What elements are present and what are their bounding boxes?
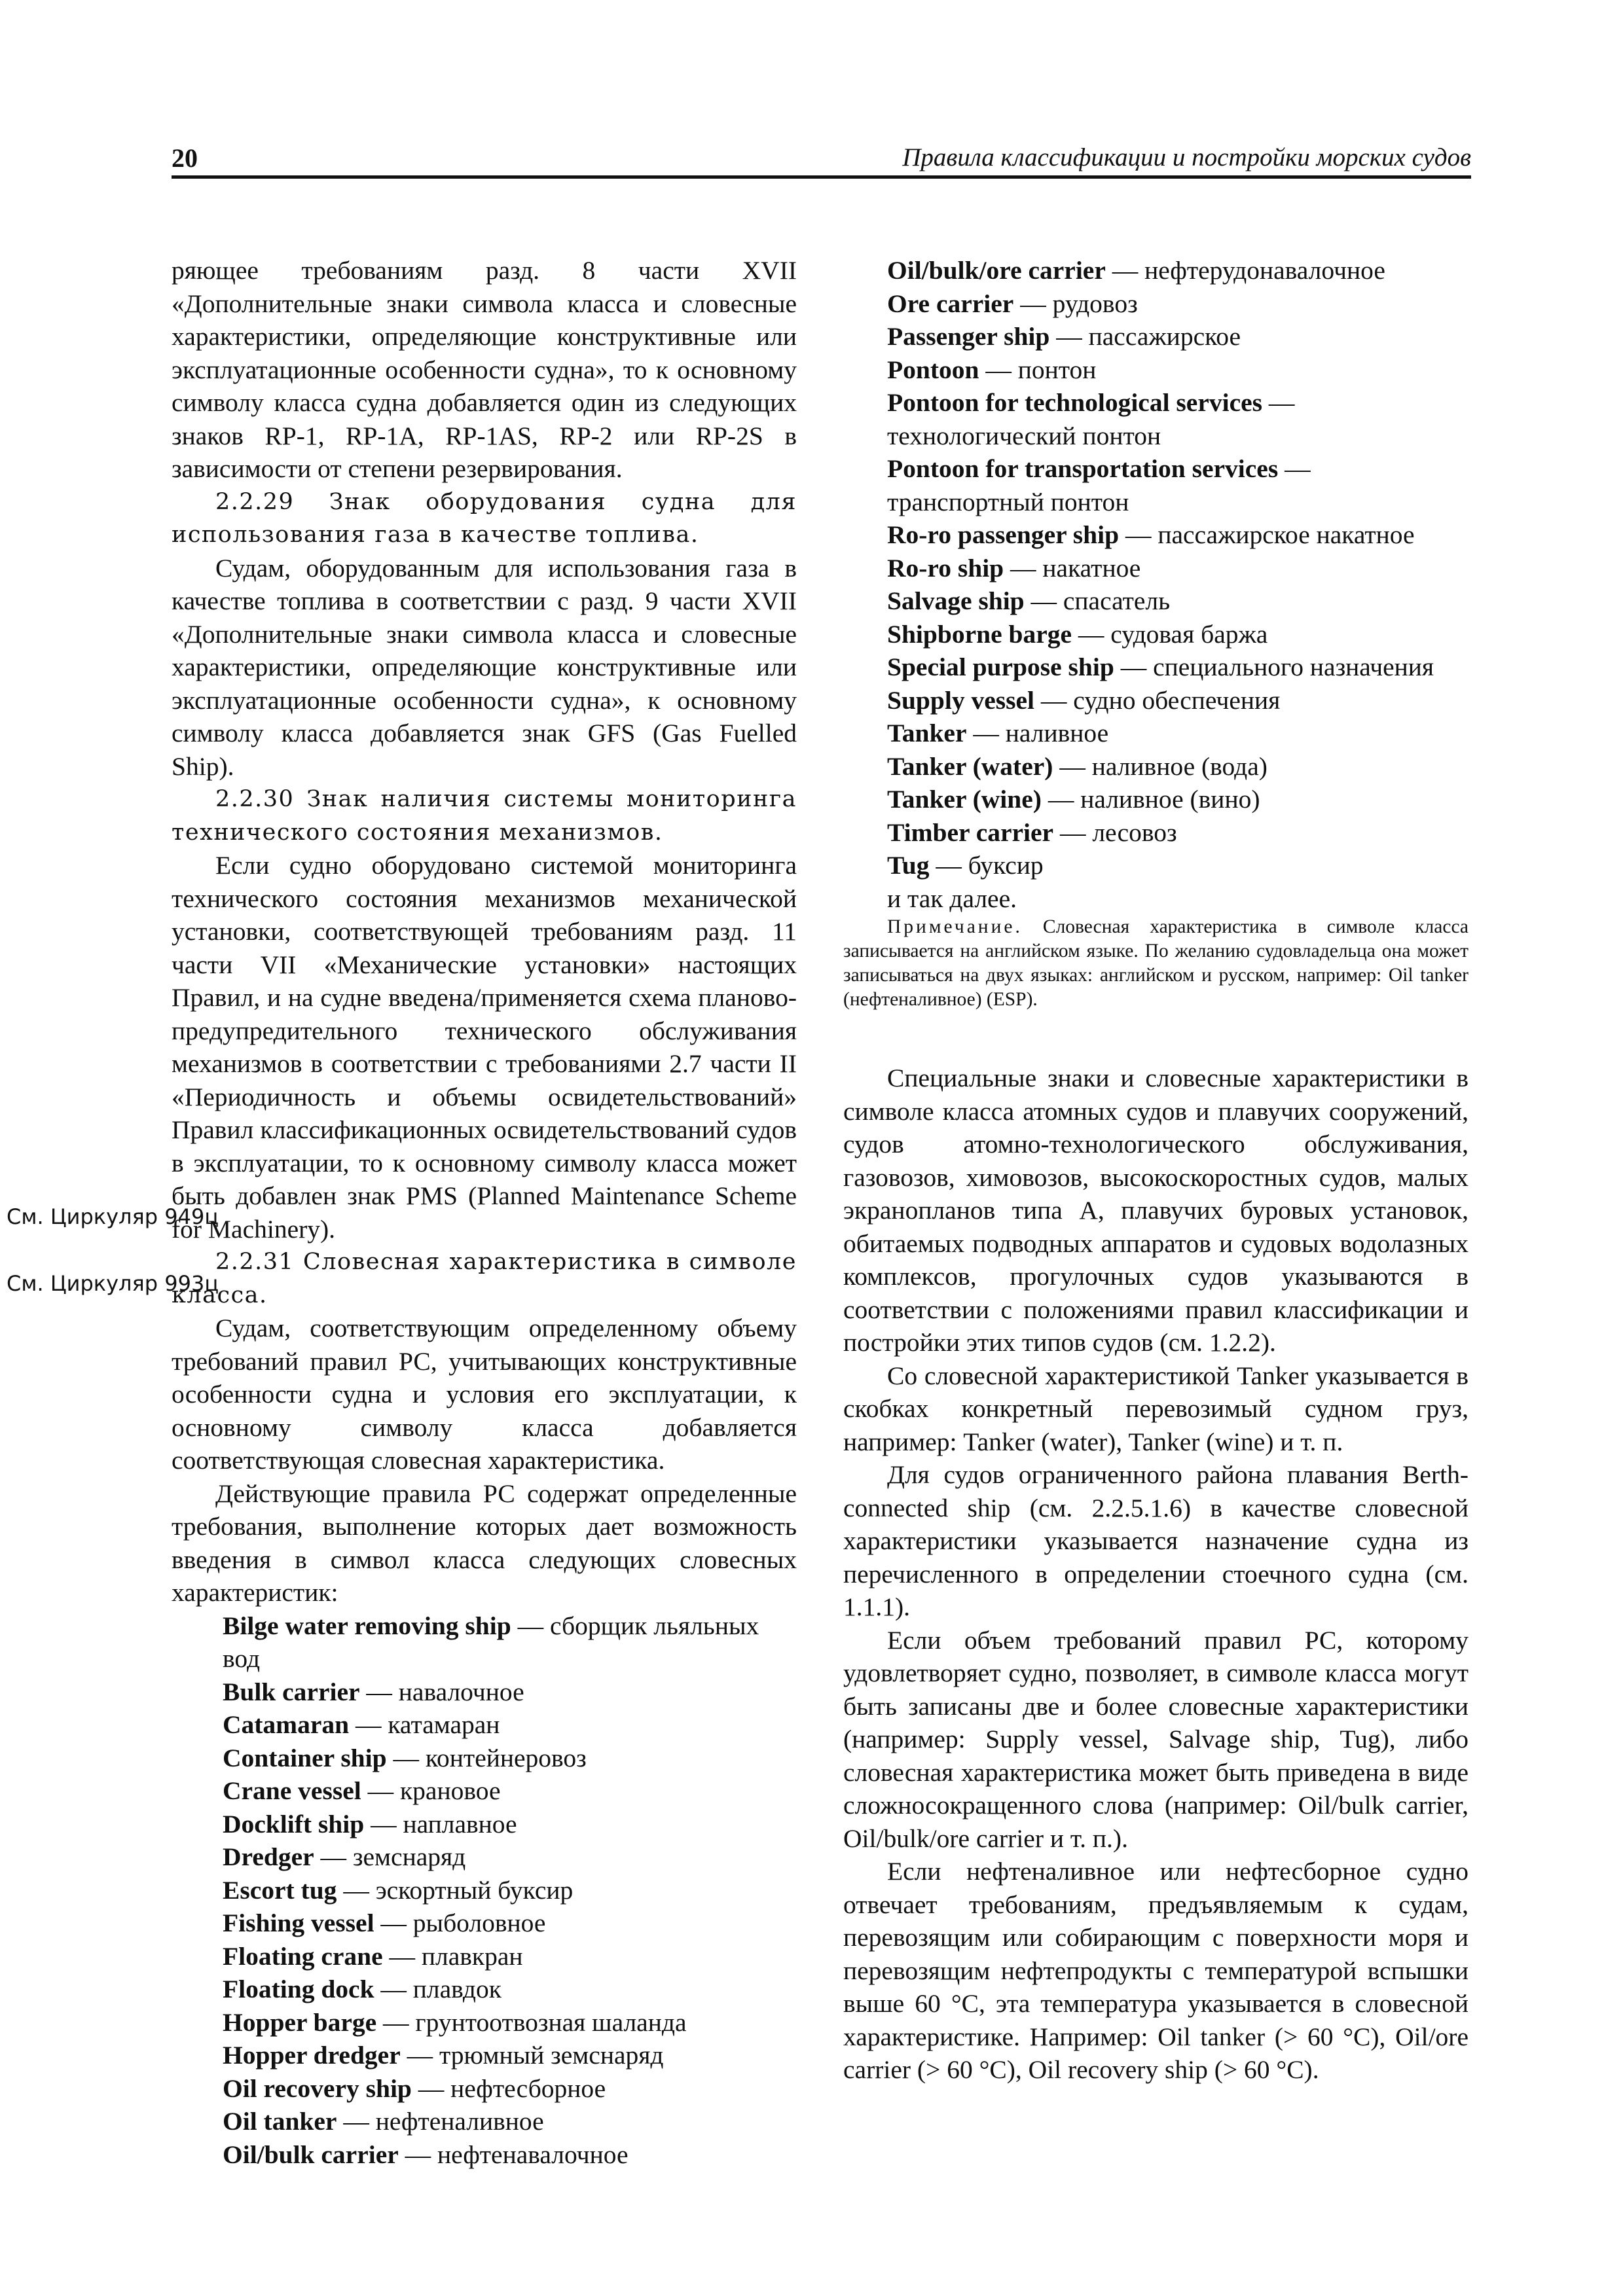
term-description: — нефтенавалочное [405,2140,629,2169]
list-item [843,386,1468,452]
left-column [172,254,797,2171]
list-item [887,320,1468,353]
term-name: Crane vessel [223,1776,361,1805]
term-name: Oil tanker [223,2107,337,2136]
term-description: — нефтерудонавалочное [1112,256,1385,285]
term-name: Tanker [887,719,967,747]
term-name: Pontoon for transportation services [887,454,1279,483]
list-item [887,618,1468,651]
term-name: Hopper dredger [223,2041,401,2070]
list-item [887,750,1468,783]
section-heading: 2.2.29 Знак оборудования судна для использования газа в качестве топлива. [172,488,797,548]
term-description: — судовая баржа [1078,619,1268,649]
term-name: Ro-ro ship [887,553,1004,583]
list-item [887,684,1468,717]
term-description: — судно обеспечения [1040,685,1281,715]
term-description: — навалочное [366,1677,524,1706]
paragraph: Специальные знаки и словесные характеристики в символе класса атомных судов и плавучих сооружений, судов атомно-технологического обслуживания, газовозов, химовозов, высокоскоростных судов, малых экранопланов типа А, плавучих буровых установок, обитаемых подводных аппаратов и судовых водолазных комплексов, прогулочных судов указываются в соответствии с положениями правил классификации и постройки этих типов судов (см. 1.2.2). [843,1064,1468,1357]
term-name: Catamaran [223,1710,350,1739]
term-description: — технологический понтон [887,388,1295,450]
list-item [223,2105,797,2138]
paragraph: Действующие правила РС содержат определенные требования, выполнение которых дает возможность введения в символ класса следующих словесных характеристик: [172,1479,797,1607]
list-item [223,1808,797,1841]
list-item [223,1973,797,2006]
term-name: Dredger [223,1842,314,1871]
note [843,915,1468,1012]
list-item [223,1676,797,1709]
list-item [223,1609,797,1676]
term-name: Bulk carrier [223,1677,360,1706]
term-description: — буксир [936,851,1044,880]
term-name: Oil/bulk/ore carrier [887,256,1106,285]
term-name: Oil recovery ship [223,2073,412,2103]
paragraph: Для судов ограниченного района плавания Berth-connected ship (см. 2.2.5.1.6) в качестве словесной характеристики указывается назначение судна из перечисленного в определении стоечного судна (см. 1.1.1). [843,1460,1468,1621]
list-item [887,816,1468,850]
term-name: Pontoon [887,355,979,384]
list-item [223,1742,797,1775]
list-item [223,2072,797,2106]
term-description: — наплавное [371,1809,517,1839]
term-name: Ore carrier [887,289,1014,318]
list-item [887,651,1468,684]
term-name: Docklift ship [223,1809,365,1839]
right-column [843,254,1468,2087]
term-description: — лесовоз [1059,817,1177,847]
list-item [843,452,1468,518]
term-name: Shipborne barge [887,619,1072,649]
running-title: Правила классификации и постройки морских судов [902,143,1471,171]
term-description: — транспортный понтон [887,454,1311,516]
section-heading: 2.2.30 Знак наличия системы мониторинга технического состояния механизмов. [172,786,797,846]
paragraph: Если судно оборудовано системой мониторинга технического состояния механизмов механической установки, соответствующей требованиям разд. 11 части VII «Механические установки» настоящих Правил, и на судне введена/применяется схема планово-предупредительного технического обслуживания механизмов в соответствии с требованиями 2.7 части II «Периодичность и объемы освидетельствований» Правил классификационных освидетельствований судов в эксплуатации, то к основному символу класса может быть добавлен знак PMS (Planned Maintenance Scheme for Machinery). [172,851,797,1244]
paragraph: Судам, соответствующим определенному объему требований правил РС, учитывающих конструктивные особенности судна и условия его эксплуатации, к основному символу класса добавляется соответствующая словесная характеристика. [172,1314,797,1475]
term-name: Fishing vessel [223,1909,374,1937]
term-description: — грунтоотвозная шаланда [383,2007,687,2037]
list-item [223,2138,797,2172]
term-description: — плавкран [389,1941,523,1971]
term-description: — наливное (вода) [1059,751,1267,781]
right-body [843,1062,1468,2087]
list-item [887,518,1468,552]
list-item [223,1874,797,1907]
list-item [223,1840,797,1874]
term-name: Tanker (water) [887,751,1053,781]
term-description: — нефтесборное [418,2073,606,2103]
list-item [223,1940,797,1973]
list-item [223,2039,797,2072]
header-rule [172,175,1471,179]
paragraph: Если объем требований правил РС, которому удовлетворяет судно, позволяет, в символе класса могут быть записаны две и более словесные характеристики (например: Supply vessel, Salvage ship, Tug), либо словесная характеристика может быть приведена в виде сложносокращенного слова (например: Oil/bulk carrier, Oil/bulk/ore carrier и т. п.). [843,1625,1468,1853]
paragraph: Судам, оборудованным для использования газа в качестве топлива в соответствии с разд. 9 части XVII «Дополнительные знаки символа класса и словесные характеристики, определяющие конструктивные или эксплуатационные особенности судна», к основному символу класса добавляется знак GFS (Gas Fuelled Ship). [172,553,797,781]
term-description: — эскортный буксир [343,1875,574,1905]
term-description: — наливное [973,719,1109,747]
term-description: — накатное [1010,553,1141,583]
term-description: — пассажирское накатное [1125,520,1415,549]
term-name: Floating crane [223,1941,383,1971]
list-item [887,353,1468,387]
list-item [887,584,1468,618]
term-description: — катамаран [355,1710,500,1739]
term-name: Special purpose ship [887,653,1114,681]
term-description: — пассажирское [1056,322,1241,351]
list-item [223,1774,797,1808]
term-description: — земснаряд [320,1842,466,1871]
term-list [172,1609,797,2172]
list-item [887,783,1468,816]
term-list [843,254,1468,915]
term-description: — сборщик льяльных вод [223,1611,759,1673]
paragraph: ряющее требованиям разд. 8 части XVII «Дополнительные знаки символа класса и словесные характеристики, определяющие конструктивные или эксплуатационные особенности судна», то к основному символу класса судна добавляется один из следующих знаков RP-1, RP-1A, RP-1AS, RP-2 или RP-2S в зависимости от степени резервирования. [172,256,797,483]
term-name: Tanker (wine) [887,785,1042,814]
list-item [887,254,1468,287]
term-name: Timber carrier [887,817,1054,847]
list-item [887,849,1468,882]
term-description: — крановое [367,1776,501,1805]
term-description: — нефтеналивное [343,2107,544,2136]
term-name: Container ship [223,1743,387,1772]
term-description: — плавдок [380,1975,501,2003]
margin-reference[interactable]: См. Циркуляр 949ц [7,1204,219,1229]
term-description: — наливное (вино) [1048,785,1260,814]
list-item [887,717,1468,750]
note-label: Примечание. [887,916,1023,937]
term-description: — рыболовное [380,1909,546,1937]
list-item [223,1708,797,1742]
list-item [223,1907,797,1940]
term-name: Pontoon for technological services [887,388,1263,417]
term-name: Tug [887,851,930,880]
term-description: — рудовоз [1020,289,1138,318]
term-name: Hopper barge [223,2007,377,2037]
term-name: Floating dock [223,1975,374,2003]
section-heading: 2.2.31 Словесная характеристика в символе класса. [172,1249,797,1308]
list-item [887,552,1468,585]
term-name: Salvage ship [887,586,1025,615]
paragraph: Если нефтеналивное или нефтесборное судно отвечает требованиям, предъявляемым к судам, перевозящим или собирающим с поверхности моря и перевозящим нефтепродукты с температурой вспышки выше 60 °С, эта температура указывается в словесной характеристике. Например: Oil tanker (> 60 °С), Oil/ore carrier (> 60 °С), Oil recovery ship (> 60 °С). [843,1857,1468,2084]
page-number: 20 [172,143,198,173]
term-name: Passenger ship [887,322,1050,351]
paragraph: Со словесной характеристикой Tanker указывается в скобках конкретный перевозимый судном груз, например: Tanker (water), Tanker (wine) и т. п. [843,1361,1468,1456]
term-description: — контейнеровоз [393,1743,587,1772]
term-name: Bilge water removing ship [223,1611,511,1640]
note-text: Словесная характеристика в символе класса записывается на английском языке. По желанию судовладельца она может записываться на двух языках: английском и русском, например: Oil tanker (нефтеналивное) (ESP). [843,916,1468,1010]
list-item [223,2006,797,2039]
term-description: — трюмный земснаряд [407,2041,664,2070]
list-item-etc: и так далее. [887,884,1017,913]
term-description: — понтон [985,355,1097,384]
list-item [887,287,1468,321]
term-name: Oil/bulk carrier [223,2140,399,2169]
term-name: Escort tug [223,1875,337,1905]
margin-reference[interactable]: См. Циркуляр 993ц [7,1271,219,1296]
term-description: — специального назначения [1120,653,1434,681]
term-description: — спасатель [1030,586,1171,615]
term-name: Ro-ro passenger ship [887,520,1120,549]
term-name: Supply vessel [887,685,1035,715]
